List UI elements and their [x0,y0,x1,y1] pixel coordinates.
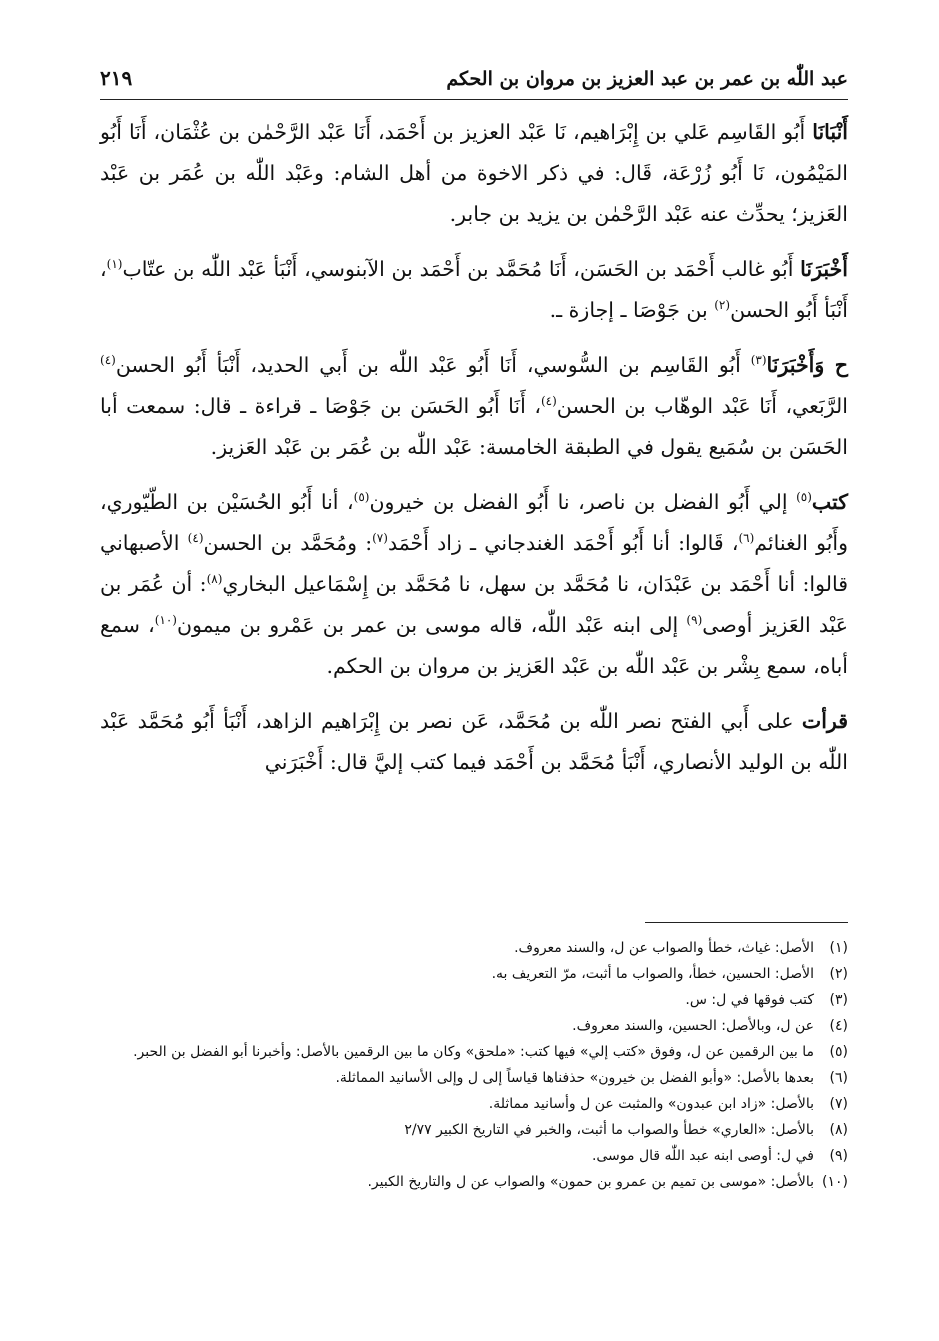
paragraph-text: أَبُو غالب أَحْمَد بن الحَسَن، أَنَا مُحَمَّد بن أَحْمَد بن الآبنوسي، أَنْبَأ عَبْد اللّٰه بن عتّاب [122,257,801,281]
footnote-ref: (٤) [100,353,116,368]
main-text [100,112,848,797]
footnote-4 [100,1013,848,1039]
footnote-ref: (٥) [353,490,370,505]
footnote-5 [100,1039,848,1065]
running-title: عبد اللّٰه بن عمر بن عبد العزيز بن مروان بن الحكم [446,68,848,90]
footnote-number: (١٠) [822,1174,848,1190]
footnote-ref: (١٠) [154,613,177,628]
footnote-7 [100,1091,848,1117]
paragraph-text: : ومُحَمَّد بن الحسن [203,531,373,555]
footnote-number: (٤) [829,1018,848,1034]
footnote-text: في ل: أوصى ابنه عبد اللّٰه قال موسى. [591,1148,814,1164]
paragraph-text: إلى ابنه عَبْد اللّٰه، قاله موسى بن عمر بن عَمْرو بن ميمون [176,613,687,637]
footnote-number: (٧) [829,1096,848,1112]
footnote-text: بعدها بالأصل: «وأبو الفضل بن خيرون» حذفناها قياساً إلى ل وإلى الأسانيد المماثلة. [335,1070,814,1086]
footnote-2 [100,961,848,987]
footnote-separator [645,922,848,923]
footnote-number: (٢) [829,966,848,982]
footnote-ref: (٤) [187,531,204,546]
footnotes [100,935,848,1195]
footnote-ref: (١) [106,257,123,272]
footnote-text: عن ل، وبالأصل: الحسين، والسند معروف. [572,1018,814,1034]
footnote-text: بالأصل: «موسى بن تميم بن عمرو بن حمون» والصواب عن ل والتاريخ الكبير. [367,1174,814,1190]
footnote-9 [100,1143,848,1169]
paragraph-text: على أَبي الفتح نصر اللّٰه بن مُحَمَّد، عَن نصر بن إِبْرَاهيم الزاهد، أَنْبَأ أَبُو مُحَمَّد عَبْد اللّٰه بن الوليد الأنصاري، أَنْبَأ مُحَمَّد بن أَحْمَد فيما كتب إليَّ قال: أَخْبَرَني [100,709,848,774]
footnote-number: (١) [829,940,848,956]
header-rule [100,99,848,100]
paragraph-text: الرَّبَعي، أَنَا عَبْد الوهّاب بن الحسن [556,394,848,418]
footnote-ref: (٥) [796,490,812,505]
paragraph-text: : أن عُمَر بن عَبْد العَزيز أوصى [100,572,848,637]
footnote-ref: (٤) [540,394,557,409]
paragraph-lead: ح وَأَخْبَرَنَا [766,353,848,377]
paragraph-text: الأصبهاني قالوا: أنا أَحْمَد بن عَبْدَان، نا مُحَمَّد بن سهل، نا مُحَمَّد بن إِسْمَاعيل البخاري [100,531,848,596]
footnote-text: بالأصل: «العاري» خطأ والصواب ما أثبت، والخبر في التاريخ الكبير ٢/٧٧ [404,1122,814,1138]
footnote-text: الأصل: الحسين، خطأ، والصواب ما أثبت، مرّ التعريف به. [491,966,814,982]
footnote-text: بالأصل: «زاد ابن عبدون» والمثبت عن ل وأسانيد مماثلة. [488,1096,814,1112]
footnote-number: (٦) [829,1070,848,1086]
footnote-8 [100,1117,848,1143]
footnote-text: كتب فوقها في ل: س. [685,992,814,1008]
footnote-ref: (٢) [714,298,731,313]
footnote-text: ما بين الرقمين عن ل، وفوق «كتب إلي» فيها كتب: «ملحق» وكان ما بين الرقمين بالأصل: وأخبرنا أبو الفضل بن الحبر. [133,1044,814,1060]
footnote-1 [100,935,848,961]
footnote-number: (٥) [829,1044,848,1060]
paragraph-text: أَبُو القَاسِم عَلي بن إِبْرَاهيم، نَا عَبْد العزيز بن أَحْمَد، أَنَا عَبْد الرَّحْمٰن بن عُثْمَان، أَنَا أَبُو المَيْمُون، نَا أَبُو زُرْعَة، قَال: في ذكر الاخوة من أهل الشام: وعَبْد اللّٰه بن عُمَر بن عَبْد العَزيز؛ يحدِّث عنه عَبْد الرَّحْمٰن بن يزيد بن جابر. [100,120,848,226]
footnote-text: الأصل: غياث، خطأ والصواب عن ل، والسند معروف. [514,940,814,956]
paragraph-lead: أَنْبَانَا [812,120,848,144]
footnote-6 [100,1065,848,1091]
paragraph-text: أَبُو القَاسِم بن السُّوسي، أَنَا أَبُو عَبْد اللّٰه بن أَبي الحديد، أَنْبَأ أَبُو الحسن [115,353,751,377]
footnote-ref: (٩) [686,613,703,628]
page-number: ٢١٩ [100,66,133,90]
footnote-ref: (٦) [738,531,755,546]
paragraph-text: بن جَوْصَا ـ إجازة ـ. [549,298,715,322]
paragraph-text: ، أَنْبَأ أَبُو الحسن [100,257,848,322]
paragraph-text: ، قَالوا: أنا أَبُو أَحْمَد الغندجاني ـ زاد أَحْمَد [387,531,739,555]
paragraph-text: ، أَنَا أَبُو الحَسَن بن جَوْصَا ـ قراءة ـ قال: سمعت أبا الحَسَن بن سُمَيع يقول في الطبقة الخامسة: عَبْد اللّٰه بن عُمَر بن عَبْد العَزيز. [100,394,848,459]
footnote-3 [100,987,848,1013]
running-header [100,60,848,100]
paragraph-lead: أَخْبَرَنَا [800,257,848,281]
paragraph-1 [100,112,848,235]
paragraph-3 [100,345,848,468]
footnote-number: (٨) [829,1122,848,1138]
footnote-number: (٩) [829,1148,848,1164]
footnote-number: (٣) [829,992,848,1008]
paragraph-text: ، أنا أَبُو الحُسَيْن بن الطّيّوري، وأَبُو الغنائم [100,490,848,555]
paragraph-4 [100,482,848,687]
footnote-ref: (٧) [372,531,388,546]
footnote-10 [100,1169,848,1195]
paragraph-text: ، سمع أباه، سمع بِشْر بن عَبْد اللّٰه بن عَبْد العَزيز بن مروان بن الحكم. [100,613,848,678]
paragraph-2 [100,249,848,331]
footnote-ref: (٣) [750,353,767,368]
paragraph-5 [100,701,848,783]
paragraph-lead: كتب [811,490,848,514]
paragraph-lead: قرأت [801,709,848,733]
footnote-ref: (٨) [206,572,223,587]
paragraph-text: إلي أَبُو الفضل بن ناصر، نا أَبُو الفضل بن خيرون [369,490,797,514]
